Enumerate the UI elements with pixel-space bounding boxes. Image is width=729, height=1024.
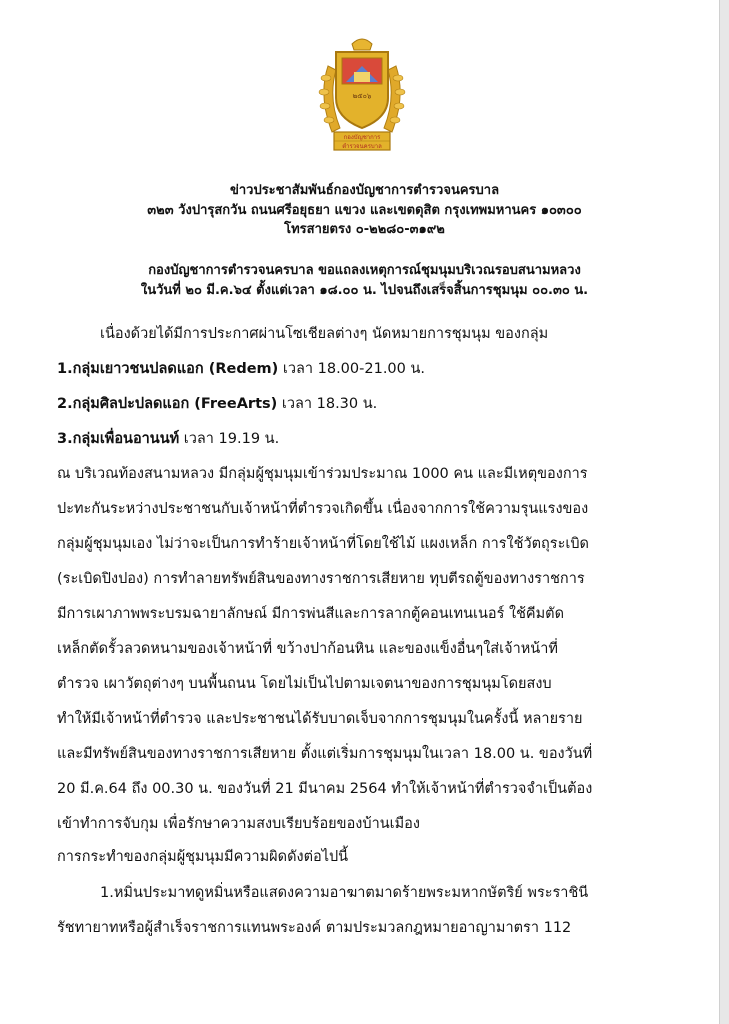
header-phone: โทรสายตรง ๐-๒๒๘๐-๓๑๙๒ — [284, 222, 445, 237]
svg-text:ตำรวจนครบาล: ตำรวจนครบาล — [342, 143, 382, 150]
paragraph-line: (ระเบิดปิงปอง) การทำลายทรัพย์สินของทางราชการเสียหาย ทุบตีรถตู้ของทางราชการ — [57, 571, 585, 587]
header-address: ๓๒๓ วังปารุสกวัน ถนนศรีอยุธยา แขวง และเขตดุสิต กรุงเทพมหานคร ๑๐๓๐๐ — [147, 203, 582, 218]
paragraph-line: ทำให้มีเจ้าหน้าที่ตำรวจ และประชาชนได้รับบาดเจ็บจากการชุมนุมในครั้งนี้ หลายราย — [57, 711, 583, 727]
group-time: เวลา 18.00-21.00 น. — [278, 361, 426, 377]
group-item — [57, 359, 425, 379]
offense-item-line: 1.หมิ่นประมาทดูหมิ่นหรือแสดงความอาฆาตมาดร้ายพระมหากษัตริย์ พระราชินี — [100, 885, 589, 901]
paragraph-line: กลุ่มผู้ชุมนุมเอง ไม่ว่าจะเป็นการทำร้ายเจ้าหน้าที่โดยใช้ไม้ แผงเหล็ก การใช้วัตถุระเบิด — [57, 536, 589, 552]
group-name: 1.กลุ่มเยาวชนปลดแอก (Redem) — [57, 361, 279, 377]
police-emblem-logo — [314, 36, 410, 154]
svg-text:๒๕๐๖: ๒๕๐๖ — [352, 92, 372, 100]
paragraph-line: ปะทะกันระหว่างประชาชนกับเจ้าหน้าที่ตำรวจเกิดขึ้น เนื่องจากการใช้ความรุนแรงของ — [57, 501, 589, 517]
announcement-title: กองบัญชาการตำรวจนครบาล ขอแถลงเหตุการณ์ชุมนุมบริเวณรอบสนามหลวง — [148, 263, 581, 278]
paragraph-line: ณ บริเวณท้องสนามหลวง มีกลุ่มผู้ชุมนุมเข้าร่วมประมาณ 1000 คน และมีเหตุของการ — [57, 466, 588, 482]
page-edge-shadow — [719, 0, 729, 1024]
group-name: 3.กลุ่มเพื่อนอานนท์ — [57, 431, 180, 447]
announcement-date: ในวันที่ ๒๐ มี.ค.๖๔ ตั้งแต่เวลา ๑๘.๐๐ น. ไปจนถึงเสร็จสิ้นการชุมนุม ๐๐.๓๐ น. — [140, 283, 589, 298]
paragraph-line: เข้าทำการจับกุม เพื่อรักษาความสงบเรียบร้อยของบ้านเมือง — [57, 816, 420, 832]
paragraph-line: มีการเผาภาพพระบรมฉายาลักษณ์ มีการพ่นสีและการลากตู้คอนเทนเนอร์ ใช้คีมตัด — [57, 606, 565, 622]
paragraph-line: เหล็กตัดรั้วลวดหนามของเจ้าหน้าที่ ขว้างปาก้อนหิน และของแข็งอื่นๆใส่เจ้าหน้าที่ — [57, 641, 558, 657]
group-name: 2.กลุ่มศิลปะปลดแอก (FreeArts) — [57, 396, 278, 412]
svg-text:กองบัญชาการ: กองบัญชาการ — [343, 134, 381, 141]
paragraph-line: 20 มี.ค.64 ถึง 00.30 น. ของวันที่ 21 มีนาคม 2564 ทำให้เจ้าหน้าที่ตำรวจจำเป็นต้อง — [57, 781, 593, 797]
offenses-heading: การกระทำของกลุ่มผู้ชุมนุมมีความผิดดังต่อไปนี้ — [57, 849, 349, 865]
group-item — [57, 394, 377, 414]
paragraph-line: และมีทรัพย์สินของทางราชการเสียหาย ตั้งแต่เริ่มการชุมนุมในเวลา 18.00 น. ของวันที่ — [57, 746, 593, 762]
header-title: ข่าวประชาสัมพันธ์กองบัญชาการตำรวจนครบาล — [229, 183, 500, 198]
intro-line: เนื่องด้วยได้มีการประกาศผ่านโซเชียลต่างๆ นัดหมายการชุมนุม ของกลุ่ม — [100, 326, 549, 342]
paragraph-line: ตำรวจ เผาวัตถุต่างๆ บนพื้นถนน โดยไม่เป็นไปตามเจตนาของการชุมนุมโดยสงบ — [57, 676, 552, 692]
group-time: เวลา 18.30 น. — [277, 396, 378, 412]
group-item — [57, 429, 279, 449]
offense-item-line: รัชทายาทหรือผู้สำเร็จราชการแทนพระองค์ ตามประมวลกฎหมายอาญามาตรา 112 — [57, 920, 572, 936]
group-time: เวลา 19.19 น. — [179, 431, 280, 447]
